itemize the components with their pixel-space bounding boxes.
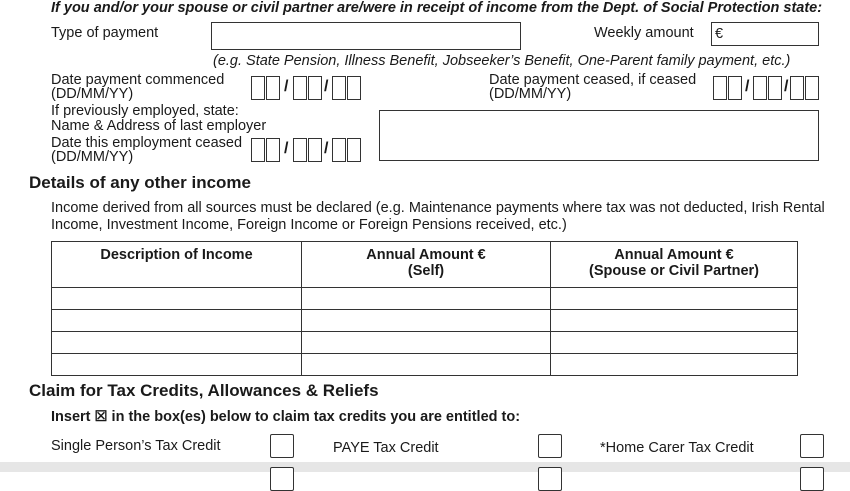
type-of-payment-input[interactable]: [211, 22, 521, 50]
next-row-checkbox[interactable]: [800, 467, 824, 491]
self-amount-cell[interactable]: [302, 332, 551, 354]
date-ceased-label-line1: Date payment ceased, if ceased: [489, 72, 697, 88]
col-description-header: [52, 242, 302, 288]
date-separator: /: [284, 78, 289, 95]
date-separator: /: [324, 78, 329, 95]
single-person-credit-checkbox[interactable]: [270, 434, 294, 458]
date-digit[interactable]: [293, 138, 307, 162]
date-digit[interactable]: [768, 76, 782, 100]
table-header-row: [52, 242, 798, 288]
spouse-amount-cell[interactable]: [551, 332, 798, 354]
col-self-label-line2: (Self): [407, 263, 445, 279]
other-income-description-line1: Income derived from all sources must be declared (e.g. Maintenance payments where tax was not deducted, Irish Rental: [51, 200, 825, 216]
col-spouse-label-line2: (Spouse or Civil Partner): [588, 263, 759, 279]
euro-sign: €: [715, 26, 724, 42]
date-digit[interactable]: [251, 138, 265, 162]
description-cell[interactable]: [52, 332, 302, 354]
col-self-header: [302, 242, 551, 288]
table-row: [52, 354, 798, 376]
col-self-label-line1: Annual Amount €: [366, 247, 486, 263]
col-spouse-header: [551, 242, 798, 288]
date-digit[interactable]: [293, 76, 307, 100]
self-amount-cell[interactable]: [302, 288, 551, 310]
date-digit[interactable]: [728, 76, 742, 100]
date-ceased-format: (DD/MM/YY): [489, 86, 572, 102]
self-amount-cell[interactable]: [302, 354, 551, 376]
date-digit[interactable]: [332, 138, 346, 162]
description-cell[interactable]: [52, 354, 302, 376]
spouse-amount-cell[interactable]: [551, 310, 798, 332]
paye-credit-label: PAYE Tax Credit: [333, 440, 439, 456]
date-commenced-label-line1: Date payment commenced: [51, 72, 225, 88]
date-digit[interactable]: [332, 76, 346, 100]
next-section-strip: [0, 462, 850, 472]
employment-ceased-format: (DD/MM/YY): [51, 149, 134, 165]
self-amount-cell[interactable]: [302, 310, 551, 332]
single-person-credit-label: Single Person’s Tax Credit: [51, 438, 221, 454]
col-spouse-label-line1: Annual Amount €: [614, 247, 734, 263]
date-digit[interactable]: [713, 76, 727, 100]
table-row: [52, 310, 798, 332]
description-cell[interactable]: [52, 288, 302, 310]
date-digit[interactable]: [347, 138, 361, 162]
previous-employer-input[interactable]: [379, 110, 819, 161]
other-income-title: Details of any other income: [29, 173, 251, 192]
date-digit[interactable]: [753, 76, 767, 100]
home-carer-credit-label: *Home Carer Tax Credit: [600, 440, 754, 456]
table-row: [52, 332, 798, 354]
previous-employer-label-line1: If previously employed, state:: [51, 103, 239, 119]
date-digit[interactable]: [251, 76, 265, 100]
date-separator: /: [284, 140, 289, 157]
previous-employer-label-line2: Name & Address of last employer: [51, 118, 267, 134]
date-commenced-format: (DD/MM/YY): [51, 86, 134, 102]
spouse-amount-cell[interactable]: [551, 288, 798, 310]
date-digit[interactable]: [790, 76, 804, 100]
home-carer-credit-checkbox[interactable]: [800, 434, 824, 458]
date-ceased-label: [489, 73, 696, 101]
other-income-table: [51, 241, 798, 376]
social-protection-heading: If you and/or your spouse or civil partner are/were in receipt of income from the Dept. of Social Protection state:: [51, 0, 823, 16]
employment-ceased-label-line1: Date this employment ceased: [51, 135, 243, 151]
next-row-checkbox[interactable]: [270, 467, 294, 491]
date-digit[interactable]: [308, 76, 322, 100]
weekly-amount-label: Weekly amount: [594, 25, 694, 41]
other-income-description: [51, 200, 825, 234]
date-digit[interactable]: [347, 76, 361, 100]
description-cell[interactable]: [52, 310, 302, 332]
employment-ceased-label: [51, 136, 242, 164]
weekly-amount-input[interactable]: [711, 22, 819, 46]
date-separator: /: [324, 140, 329, 157]
payment-examples: (e.g. State Pension, Illness Benefit, Jobseeker’s Benefit, One-Parent family payment, etc.): [213, 53, 791, 69]
date-digit[interactable]: [805, 76, 819, 100]
col-description-label: Description of Income: [100, 247, 253, 263]
type-of-payment-label: Type of payment: [51, 25, 159, 41]
date-commenced-label: [51, 73, 224, 101]
date-separator: /: [784, 78, 789, 95]
previous-employer-label: [51, 104, 266, 134]
date-digit[interactable]: [308, 138, 322, 162]
tax-credits-instruction: Insert ☒ in the box(es) below to claim tax credits you are entitled to:: [51, 409, 521, 425]
next-row-checkbox[interactable]: [538, 467, 562, 491]
date-separator: /: [745, 78, 750, 95]
date-digit[interactable]: [266, 76, 280, 100]
paye-credit-checkbox[interactable]: [538, 434, 562, 458]
tax-credits-title: Claim for Tax Credits, Allowances & Reliefs: [29, 381, 379, 400]
other-income-description-line2: Income, Investment Income, Foreign Income or Foreign Pensions received, etc.): [51, 217, 567, 233]
table-row: [52, 288, 798, 310]
date-digit[interactable]: [266, 138, 280, 162]
spouse-amount-cell[interactable]: [551, 354, 798, 376]
